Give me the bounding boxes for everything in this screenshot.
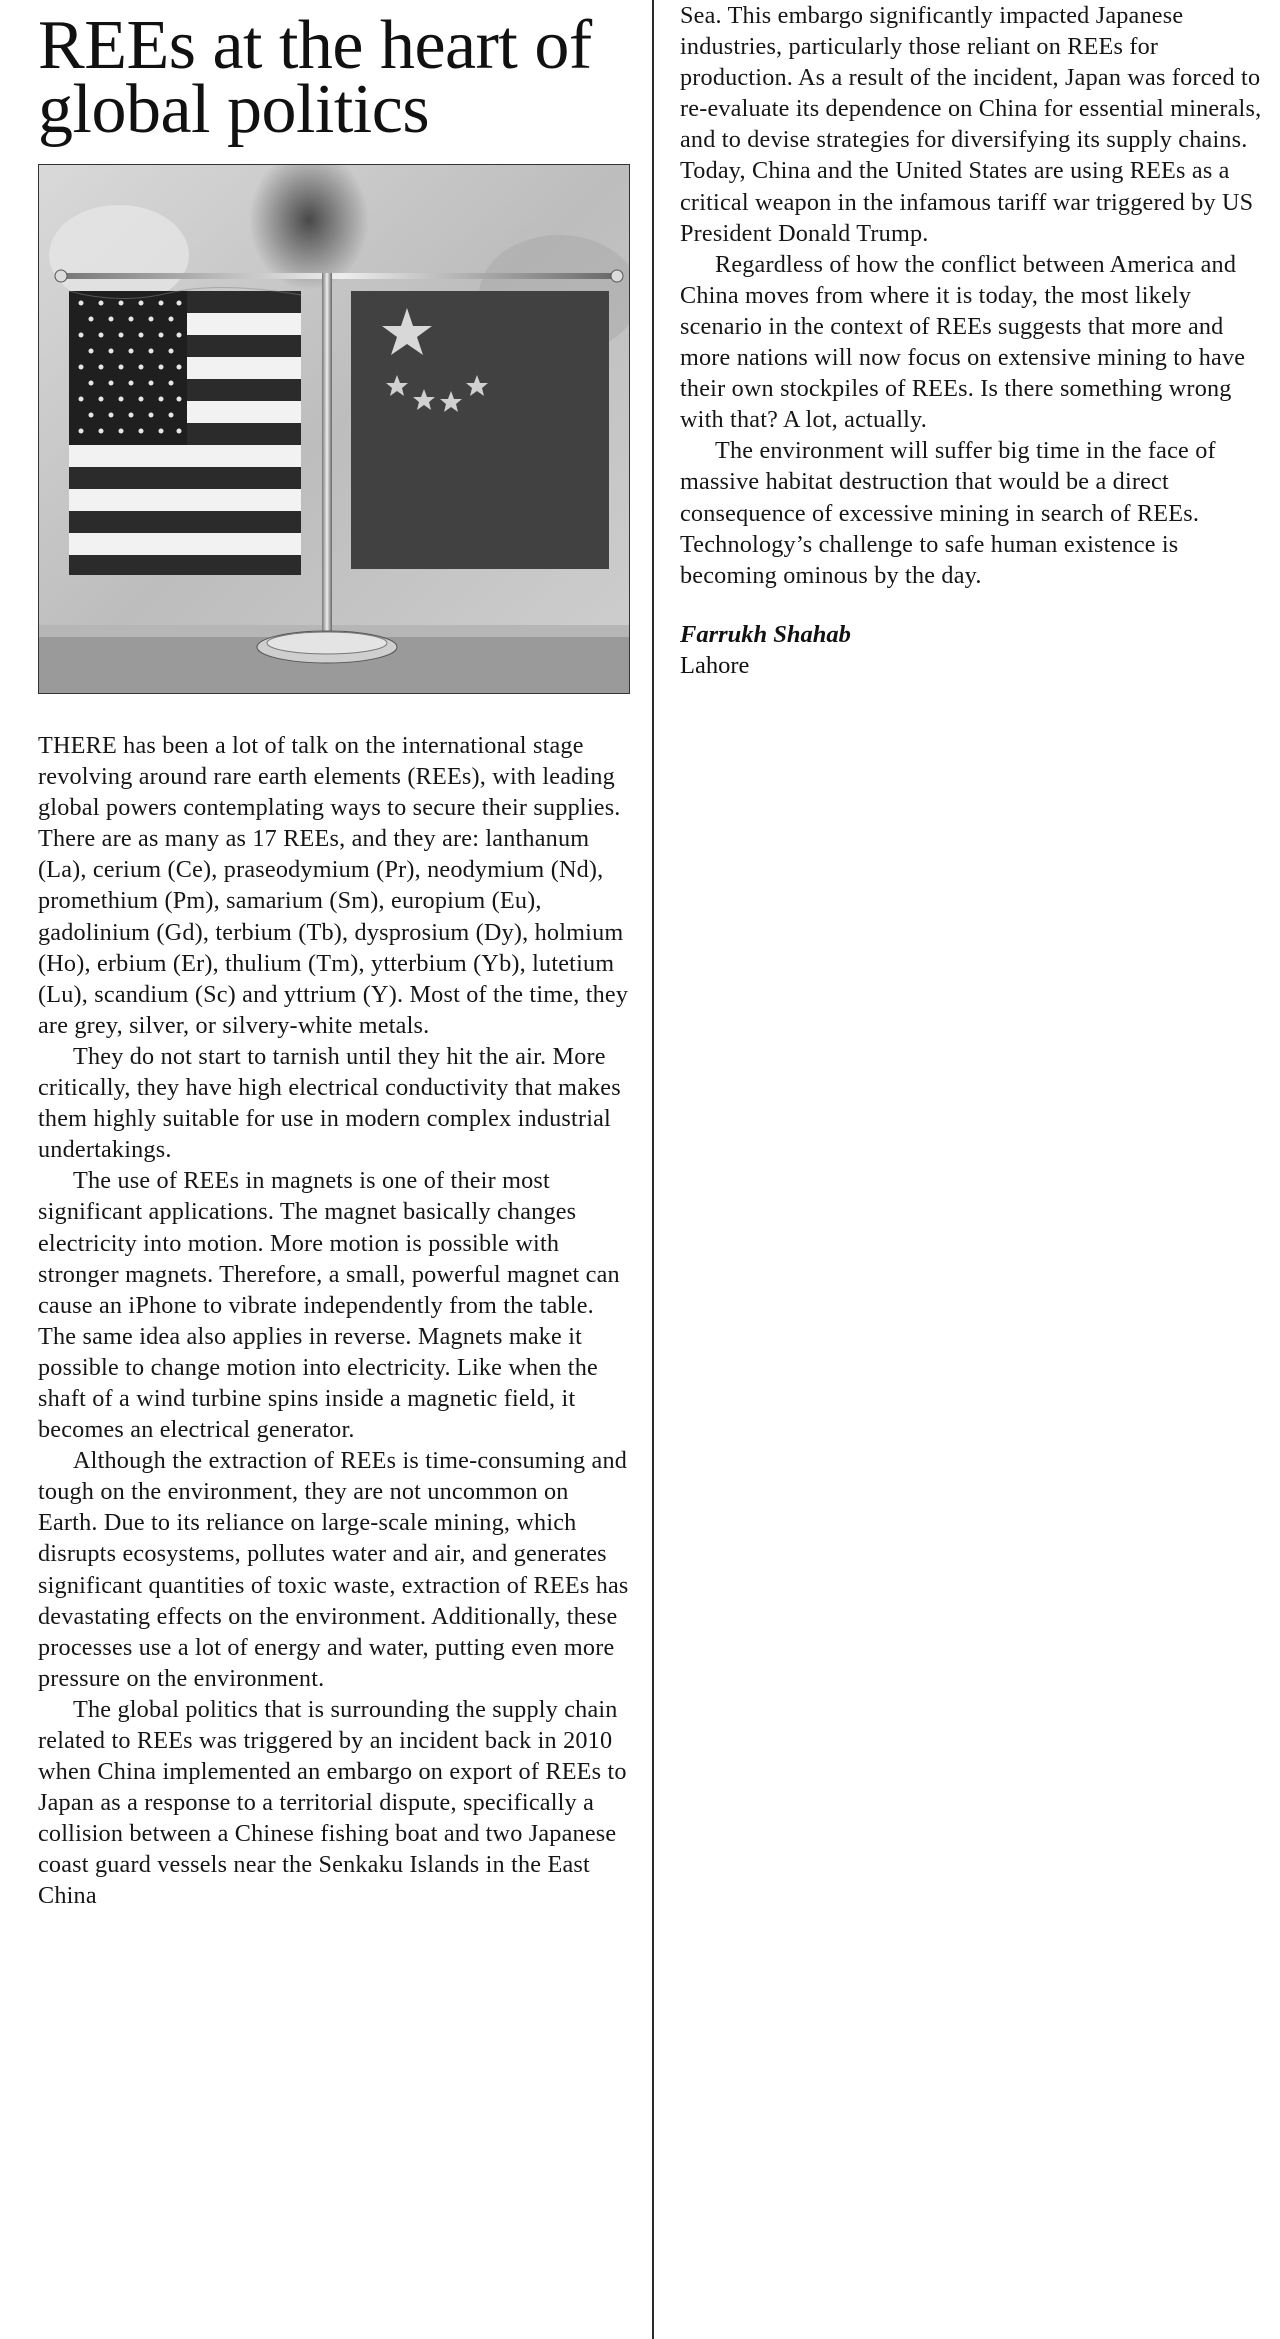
headline: REEs at the heart of global politics — [38, 7, 592, 148]
article-photo — [38, 164, 630, 694]
left-column — [38, 7, 632, 1912]
paragraph: They do not start to tarnish until they hit the air. More critically, they have high electrical conductivity that makes them highly suitable for use in modern complex industrial undertakings. — [38, 1042, 621, 1164]
flags-photo — [39, 165, 629, 693]
paragraph: The environment will suffer big time in the face of massive habitat destruction that would be a direct consequence of excessive mining in search of REEs. Technology’s challenge to safe human existence is becoming ominous by the day. — [680, 437, 1216, 589]
column-divider — [652, 0, 654, 2339]
paragraph: THERE has been a lot of talk on the international stage revolving around rare earth elements (REEs), with leading global powers contemplating ways to secure their supplies. There are as many as 17 REEs, and they are: lanthanum (La), cerium (Ce), praseodymium (Pr), neodymium (Nd), promethium (Pm), samarium (Sm), europium (Eu), gadolinium (Gd), terbium (Tb), dysprosium (Dy), holmium (Ho), erbium (Er), thulium (Tm), ytterbium (Yb), lutetium (Lu), scandium (Sc) and yttrium (Y). Most of the time, they are grey, silver, or silvery-white metals. — [38, 732, 629, 1039]
body-left — [38, 730, 632, 1912]
body-right — [680, 0, 1270, 591]
right-column — [680, 0, 1270, 681]
paragraph: Regardless of how the conflict between America and China moves from where it is today, the most likely scenario in the context of REEs suggests that more and more nations will now focus on extensive mining to have their own stockpiles of REEs. Is there something wrong with that? A lot, actually. — [680, 250, 1246, 434]
paragraph: The global politics that is surrounding the supply chain related to REEs was triggered by an incident back in 2010 when China implemented an embargo on export of REEs to Japan as a response to a territorial dispute, specifically a collision between a Chinese fishing boat and two Japanese coast guard vessels near the Senkaku Islands in the East China — [38, 1695, 627, 1910]
paragraph: Sea. This embargo significantly impacted Japanese industries, particularly those reliant on REEs for production. As a result of the incident, Japan was forced to re-evaluate its dependence on China for essential minerals, and to devise strategies for diversifying its supply chains. Today, China and the United States are using REEs as a critical weapon in the infamous tariff war triggered by US President Donald Trump. — [680, 2, 1262, 247]
china-flag — [351, 291, 609, 569]
us-flag — [69, 287, 301, 575]
paragraph: The use of REEs in magnets is one of their most significant applications. The magnet basically changes electricity into motion. More motion is possible with stronger magnets. Therefore, a small, powerful magnet can cause an iPhone to vibrate independently from the table. The same idea also applies in reverse. Magnets make it possible to change motion into electricity. Like when the shaft of a wind turbine spins inside a magnetic field, it becomes an electrical generator. — [38, 1167, 620, 1444]
paragraph: Although the extraction of REEs is time-consuming and tough on the environment, they are not uncommon on Earth. Due to its reliance on large-scale mining, which disrupts ecosystems, pollutes water and air, and generates significant quantities of toxic waste, extraction of REEs has devastating effects on the environment. Additionally, these processes use a lot of energy and water, putting even more pressure on the environment. — [38, 1447, 629, 1692]
author-place: Lahore — [680, 651, 750, 679]
author-name: Farrukh Shahab — [680, 620, 851, 648]
